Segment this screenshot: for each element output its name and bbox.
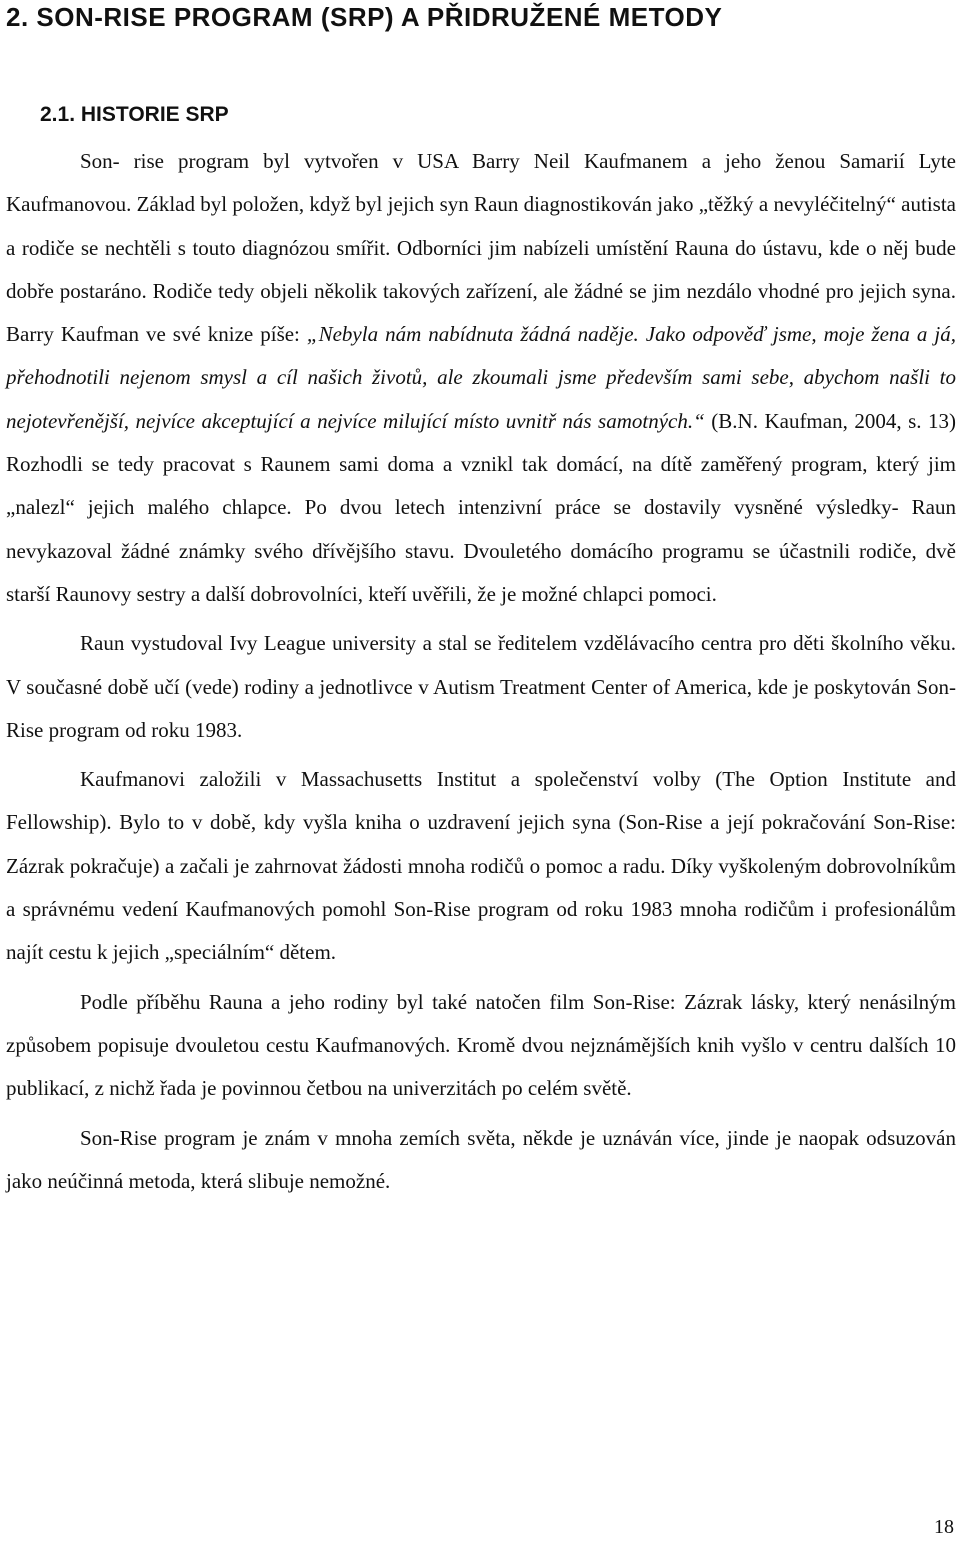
section-title: 2.1. HISTORIE SRP <box>40 103 229 126</box>
kaufman-quote: „Nebyla nám nabídnuta žádná naděje. Jako odpověď jsme, moje žena a já, přehodnotili nejenom smysl a cíl našich životů, ale zkoumali jsme především sami sebe, abychom našli to nejotevřenější, nejvíce akceptující a nejvíce milující místo uvnitř nás samotných.“ <box>6 322 956 433</box>
paragraph-1 <box>6 140 956 616</box>
paragraph-1-text-a: Son- rise program byl vytvořen v USA Barry Neil Kaufmanem a jeho ženou Samarií Lyte Kaufmanovou. Základ byl položen, když byl jejich syn Raun diagnostikován jako „těžký a nevyléčitelný“ autista a rodiče se nechtěli s touto diagnózou smířit. Odborníci jim nabízeli umístění Rauna do ústavu, kde o něj bude dobře postaráno. Rodiče tedy objeli několik takových zařízení, ale žádné se jim nezdálo vhodné pro jejich syna. Barry Kaufman ve své knize píše: <box>6 149 956 347</box>
body-text <box>6 140 956 1203</box>
paragraph-3: Kaufmanovi založili v Massachusetts Institut a společenství volby (The Option Institute and Fellowship). Bylo to v době, kdy vyšla kniha o uzdravení jejich syna (Son-Rise a její pokračování Son-Rise: Zázrak pokračuje) a začali je zahrnovat žádosti mnoha rodičů o pomoc a radu. Díky vyškoleným dobrovolníkům a správnému vedení Kaufmanových pomohl Son-Rise program od roku 1983 mnoha rodičům i profesionálům najít cestu k jejich „speciálním“ dětem. <box>6 767 956 965</box>
paragraph-1-text-b: (B.N. Kaufman, 2004, s. 13) Rozhodli se tedy pracovat s Raunem sami doma a vznikl tak domácí, na dítě zaměřený program, který jim „nalezl“ jejich malého chlapce. Po dvou letech intenzivní práce se dostavily vysněné výsledky- Raun nevykazoval žádné známky svého dřívějšího stavu. Dvouletého domácího programu se účastnili rodiče, dvě starší Raunovy sestry a další dobrovolníci, kteří uvěřili, že je možné chlapci pomoci. <box>6 408 957 606</box>
chapter-title: 2. SON-RISE PROGRAM (SRP) A PŘIDRUŽENÉ METODY <box>6 2 723 32</box>
paragraph-4: Podle příběhu Rauna a jeho rodiny byl také natočen film Son-Rise: Zázrak lásky, který nenásilným způsobem popisuje dvouletou cestu Kaufmanových. Kromě dvou nejznámějších knih vyšlo v centru dalších 10 publikací, z nichž řada je povinnou četbou na univerzitách po celém světě. <box>6 989 956 1101</box>
paragraph-2: Raun vystudoval Ivy League university a stal se ředitelem vzdělávacího centra pro děti školního věku. V současné době učí (vede) rodiny a jednotlivce v Autism Treatment Center of America, kde je poskytován Son-Rise program od roku 1983. <box>6 631 956 742</box>
page-number: 18 <box>934 1516 954 1538</box>
paragraph-5: Son-Rise program je znám v mnoha zemích světa, někde je uznáván více, jinde je naopak odsuzován jako neúčinná metoda, která slibuje nemožné. <box>6 1125 956 1193</box>
